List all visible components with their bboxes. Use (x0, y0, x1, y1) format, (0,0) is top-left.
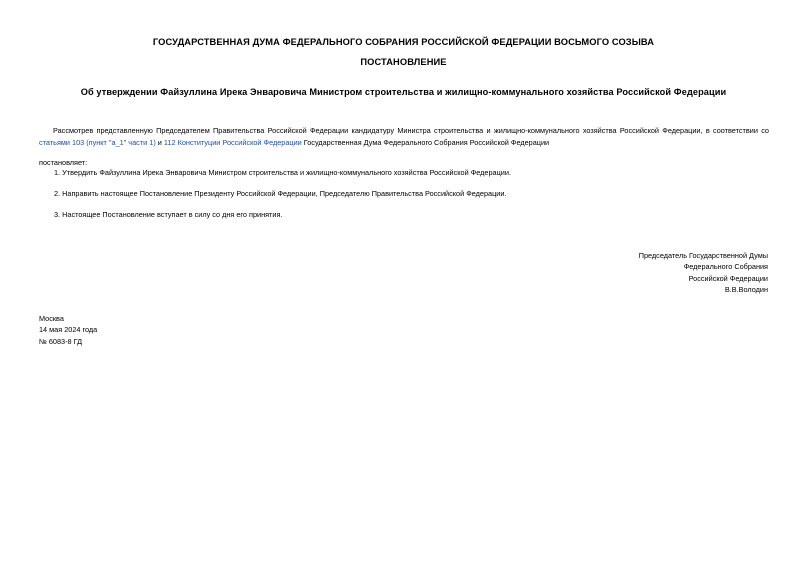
signatory-title-line-1: Председатель Государственной Думы (638, 251, 768, 260)
city: Москва (39, 314, 64, 323)
resolution-item-2: 2. Направить настоящее Постановление Президенту Российской Федерации, Председателю Правительства Российской Федерации. (54, 189, 507, 198)
document-type: ПОСТАНОВЛЕНИЕ (360, 57, 447, 67)
resolution-item-3: 3. Настоящее Постановление вступает в силу со дня его принятия. (54, 210, 283, 219)
document-title: Об утверждении Файзуллина Ирека Энваровича Министром строительства и жилищно-коммунального хозяйства Российской Федерации (80, 87, 727, 97)
preamble-text-start: Рассмотрев представленную Председателем Правительства Российской Федерации кандидатуру Министра строительства и жилищно-коммунального хозяйства Российской Федерации, в соответствии со (53, 126, 769, 135)
signatory-name: В.В.Володин (724, 284, 768, 294)
signature-block (639, 250, 768, 295)
document-number: № 6083-8 ГД (39, 336, 83, 346)
issuing-authority: ГОСУДАРСТВЕННАЯ ДУМА ФЕДЕРАЛЬНОГО СОБРАНИЯ РОССИЙСКОЙ ФЕДЕРАЦИИ ВОСЬМОГО СОЗЫВА (152, 37, 655, 47)
signatory-title-line-2: Федерального Собрания (683, 262, 768, 272)
adoption-date: 14 мая 2024 года (39, 325, 98, 335)
preamble-paragraph (39, 125, 769, 149)
resolution-item-1: 1. Утвердить Файзуллина Ирека Энваровича Министром строительства и жилищно-коммунального хозяйства Российской Федерации. (54, 168, 511, 177)
signatory-title-line-3: Российской Федерации (688, 273, 768, 283)
document-footer (39, 313, 97, 347)
preamble-text-mid: и (155, 138, 164, 147)
constitution-article-103-link[interactable]: статьями 103 (пункт "а_1" части 1) (39, 138, 156, 147)
preamble-text-end: Государственная Дума Федерального Собрания Российской Федерации (301, 138, 550, 147)
constitution-article-112-link[interactable]: 112 Конституции Российской Федерации (163, 138, 302, 147)
resolves-label: постановляет: (39, 158, 88, 167)
